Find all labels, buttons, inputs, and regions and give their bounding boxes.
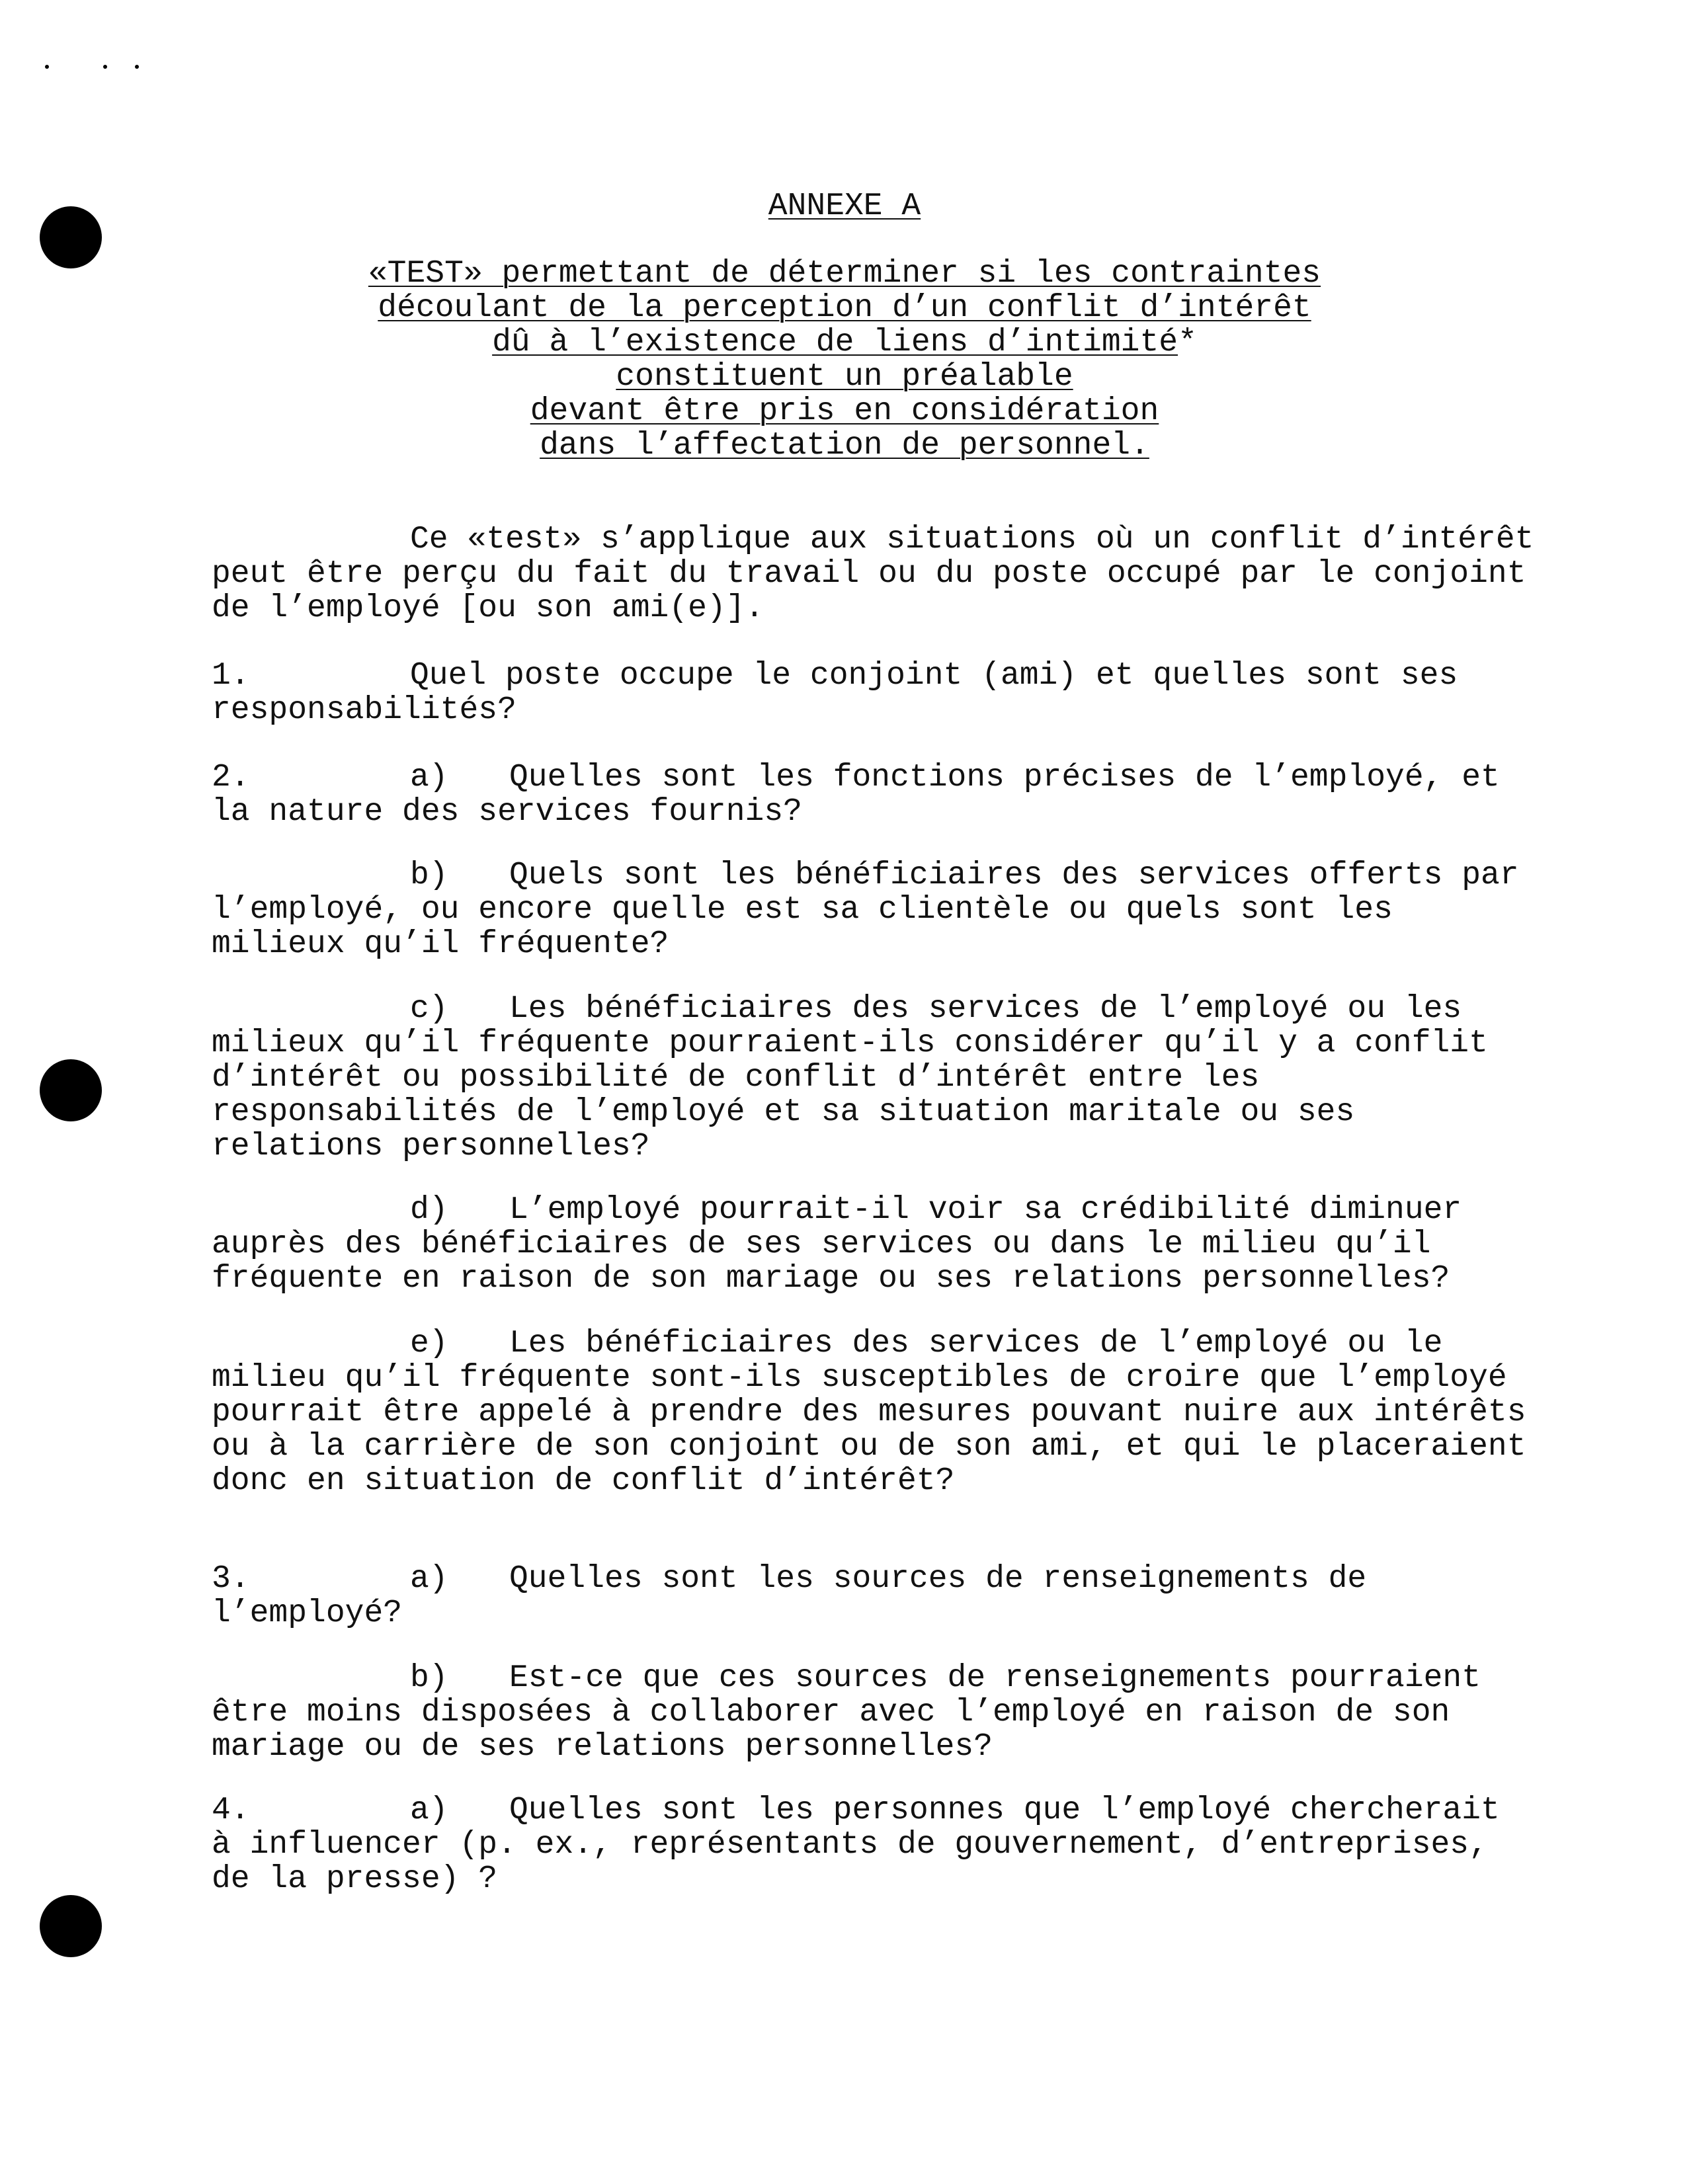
scan-speck <box>45 65 49 69</box>
intro-paragraph <box>212 522 1534 626</box>
title-line-1: «TEST» permettant de déterminer si les contraintes <box>368 256 1321 292</box>
sub-letter: e) <box>410 1326 448 1361</box>
question-2a <box>212 760 1534 829</box>
annex-label: ANNEXE A <box>768 188 921 224</box>
question-number: 3. <box>212 1561 250 1597</box>
question-text: Quelles sont les sources de renseignements de l’employé? <box>212 1561 1367 1631</box>
question-number: 2. <box>212 760 250 795</box>
sub-letter: a) <box>410 1793 448 1828</box>
sub-letter: a) <box>410 1561 448 1597</box>
question-text: Quelles sont les personnes que l’employé chercherait à influencer (p. ex., représentants de gouvernement, d’entreprises, de la presse) ? <box>212 1793 1500 1897</box>
title-line-6: dans l’affectation de personnel. <box>540 428 1149 464</box>
test-title <box>0 257 1689 463</box>
question-3b <box>212 1661 1534 1764</box>
punch-hole-middle <box>40 1059 102 1121</box>
sub-letter: b) <box>410 858 448 893</box>
annex-heading <box>0 189 1689 223</box>
punch-hole-bottom <box>40 1895 102 1957</box>
question-4a <box>212 1793 1534 1896</box>
title-line-3: dû à l’existence de liens d’intimité <box>492 325 1178 360</box>
question-number: 1. <box>212 658 250 694</box>
sub-letter: a) <box>410 760 448 795</box>
question-2d <box>212 1193 1534 1296</box>
question-text: L’employé pourrait-il voir sa crédibilité diminuer auprès des bénéficiaires de ses services ou dans le milieu qu’il fréquente en raison de son mariage ou ses relations personnelles? <box>212 1192 1462 1297</box>
question-text: Quelles sont les fonctions précises de l’employé, et la nature des services fournis? <box>212 760 1500 830</box>
title-asterisk: * <box>1178 325 1197 360</box>
question-1 <box>212 659 1534 727</box>
scan-speck <box>103 65 107 69</box>
question-text: Les bénéficiaires des services de l’employé ou les milieux qu’il fréquente pourraient-ils considérer qu’il y a conflit d’intérêt ou possibilité de conflit d’intérêt entre les responsabilités de l’employé et sa situation maritale ou ses relations personnelles? <box>212 991 1488 1164</box>
scan-speck <box>135 65 139 69</box>
question-number: 4. <box>212 1793 250 1828</box>
sub-letter: c) <box>410 991 448 1027</box>
question-2b <box>212 858 1534 961</box>
sub-letter: b) <box>410 1660 448 1696</box>
title-line-4: constituent un préalable <box>616 359 1073 395</box>
title-line-2: découlant de la perception d’un conflit d’intérêt <box>378 290 1311 326</box>
question-2e <box>212 1326 1534 1498</box>
question-text: Les bénéficiaires des services de l’employé ou le milieu qu’il fréquente sont-ils susceptibles de croire que l’employé pourrait être appelé à prendre des mesures pouvant nuire aux intérêts ou à la carrière de son conjoint ou de son ami, et qui le placeraient donc en situation de conflit d’intérêt? <box>212 1326 1526 1499</box>
sub-letter: d) <box>410 1192 448 1228</box>
question-text: Est-ce que ces sources de renseignements pourraient être moins disposées à collaborer avec l’employé en raison de son mariage ou de ses relations personnelles? <box>212 1660 1481 1765</box>
question-text: Quels sont les bénéficiaires des services offerts par l’employé, ou encore quelle est sa clientèle ou quels sont les milieux qu’il fréquente? <box>212 858 1519 962</box>
question-3a <box>212 1562 1534 1631</box>
question-2c <box>212 992 1534 1164</box>
question-text: Quel poste occupe le conjoint (ami) et quelles sont ses responsabilités? <box>212 658 1458 728</box>
intro-text: Ce «test» s’applique aux situations où un conflit d’intérêt peut être perçu du fait du travail ou du poste occupé par le conjoint de l’employé [ou son ami(e)]. <box>212 522 1534 626</box>
title-line-5: devant être pris en considération <box>530 393 1159 429</box>
